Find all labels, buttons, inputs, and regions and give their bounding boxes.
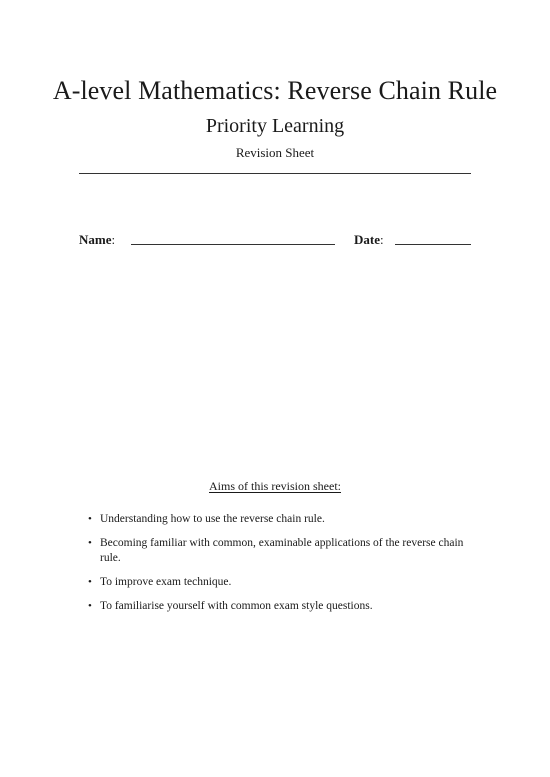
aim-text: To familiarise yourself with common exam style questions.	[100, 600, 373, 612]
bullet-icon: •	[88, 513, 92, 525]
date-blank-line[interactable]	[395, 244, 471, 245]
list-item	[88, 599, 474, 614]
aim-text: Becoming familiar with common, examinable applications of the reverse chain rule.	[100, 537, 464, 564]
document-title: A-level Mathematics: Reverse Chain Rule	[52, 76, 498, 105]
aim-text: Understanding how to use the reverse chain rule.	[100, 513, 325, 525]
list-item	[88, 512, 474, 527]
aim-text: To improve exam technique.	[100, 576, 232, 588]
sheet-type-label: Revision Sheet	[235, 145, 315, 160]
date-label: Date:	[354, 232, 384, 247]
header-divider	[79, 173, 471, 174]
list-item	[88, 536, 474, 566]
student-info-fields	[79, 228, 471, 248]
aims-heading: Aims of this revision sheet:	[209, 479, 341, 493]
name-blank-line[interactable]	[131, 244, 335, 245]
bullet-icon: •	[88, 576, 92, 588]
document-subtitle: Priority Learning	[205, 115, 345, 137]
name-label: Name:	[79, 232, 116, 247]
aims-list	[88, 512, 474, 623]
bullet-icon: •	[88, 537, 92, 549]
list-item	[88, 575, 474, 590]
bullet-icon: •	[88, 600, 92, 612]
